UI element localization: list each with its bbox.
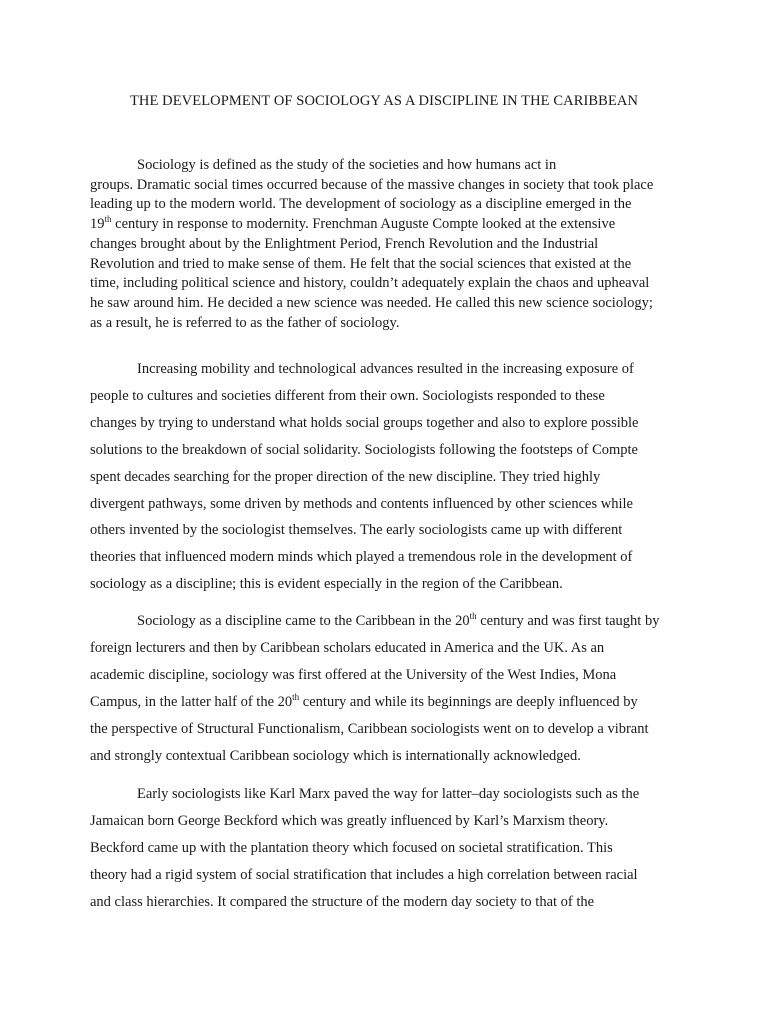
paragraph-line: groups. Dramatic social times occurred because of the massive changes in society that took place — [90, 176, 654, 193]
paragraph-line: foreign lecturers and then by Caribbean scholars educated in America and the UK. As an — [90, 639, 605, 656]
paragraph-line: changes by trying to understand what holds social groups together and also to explore possible — [90, 414, 639, 431]
paragraph-line: sociology as a discipline; this is evident especially in the region of the Caribbean. — [90, 576, 563, 593]
paragraph-line: spent decades searching for the proper direction of the new discipline. They tried highly — [90, 468, 601, 485]
paragraph-1 — [90, 156, 690, 333]
paragraph-line: and class hierarchies. It compared the structure of the modern day society to that of the — [90, 893, 595, 910]
paragraph-line: he saw around him. He decided a new science was needed. He called this new science sociology; — [90, 294, 653, 311]
paragraph-line: solutions to the breakdown of social solidarity. Sociologists following the footsteps of Compte — [90, 441, 638, 458]
paragraph-line: others invented by the sociologist themselves. The early sociologists came up with different — [90, 522, 623, 539]
paragraph-line: Increasing mobility and technological advances resulted in the increasing exposure of — [137, 361, 634, 377]
paragraph-line: Jamaican born George Beckford which was greatly influenced by Karl’s Marxism theory. — [90, 812, 609, 829]
paragraph-line: academic discipline, sociology was first offered at the University of the West Indies, Mona — [90, 666, 617, 683]
paragraph-line: Early sociologists like Karl Marx paved the way for latter–day sociologists such as the — [137, 786, 640, 802]
paragraph-line: theories that influenced modern minds which played a tremendous role in the development of — [90, 549, 633, 566]
paragraph-line: Beckford came up with the plantation theory which focused on societal stratification. This — [90, 839, 613, 856]
paragraph-line: changes brought about by the Enlightment Period, French Revolution and the Industrial — [90, 235, 599, 252]
paragraph-line: theory had a rigid system of social stratification that includes a high correlation between racial — [90, 866, 638, 883]
paragraph-line: divergent pathways, some driven by methods and contents influenced by other sciences while — [90, 495, 633, 512]
paragraph-line: Sociology as a discipline came to the Caribbean in the 20th century and was first taught by — [137, 611, 660, 629]
paragraph-line: Campus, in the latter half of the 20th century and while its beginnings are deeply influenced by — [90, 691, 638, 710]
paragraph-3 — [90, 608, 690, 769]
paragraph-line: Sociology is defined as the study of the societies and how humans act in — [137, 157, 557, 173]
paragraph-line: 19th century in response to modernity. Frenchman Auguste Compte looked at the extensive — [90, 214, 616, 233]
document-title: THE DEVELOPMENT OF SOCIOLOGY AS A DISCIPLINE IN THE CARIBBEAN — [129, 93, 639, 109]
paragraph-line: the perspective of Structural Functionalism, Caribbean sociologists went on to develop a vibrant — [90, 720, 649, 737]
paragraph-line: people to cultures and societies different from their own. Sociologists responded to these — [90, 387, 605, 404]
paragraph-4 — [90, 781, 690, 916]
paragraph-line: leading up to the modern world. The development of sociology as a discipline emerged in the — [90, 196, 632, 213]
paragraph-line: Revolution and tried to make sense of them. He felt that the social sciences that existed at the — [90, 255, 632, 272]
paragraph-line: and strongly contextual Caribbean sociology which is internationally acknowledged. — [90, 747, 581, 764]
paragraph-line: time, including political science and history, couldn’t adequately explain the chaos and upheaval — [90, 275, 650, 292]
paragraph-2 — [90, 356, 690, 598]
paragraph-line: as a result, he is referred to as the father of sociology. — [90, 314, 400, 331]
